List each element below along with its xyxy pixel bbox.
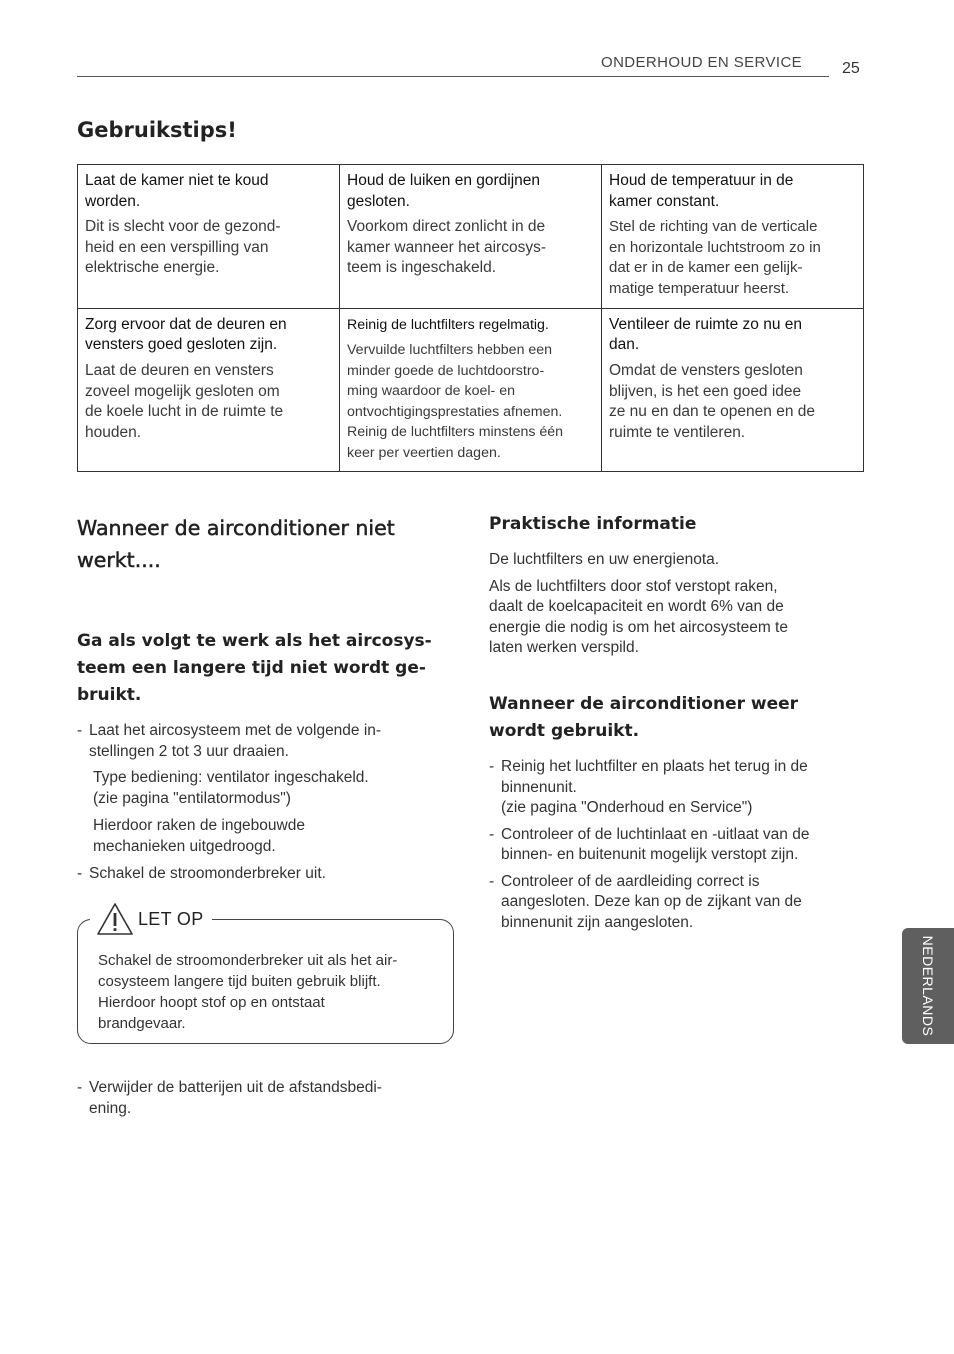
caution-header bbox=[90, 902, 212, 936]
warning-triangle-icon bbox=[96, 902, 134, 936]
header-section-title: ONDERHOUD EN SERVICE bbox=[601, 54, 803, 71]
list-item: - Controleer of de luchtinlaat en -uitlaat van de binnen- en buitenunit mogelijk verstopt zijn. bbox=[489, 825, 810, 863]
tip-cell-curtains bbox=[340, 165, 602, 309]
tip-title: Houd de luiken en gordijnen gesloten. bbox=[347, 172, 541, 210]
tip-cell-cold bbox=[78, 165, 340, 309]
reuse-title: Wanneer de airconditioner weer wordt gebruikt. bbox=[489, 694, 799, 741]
list-item: - Controleer of de aardleiding correct is aangesloten. Deze kan op de zijkant van de binnenunit zijn aangesloten. bbox=[489, 872, 802, 931]
tips-title: Gebruikstips! bbox=[77, 118, 237, 142]
tip-cell-doors bbox=[78, 308, 340, 472]
batteries-step bbox=[77, 1078, 457, 1119]
long-idle-subtitle: Ga als volgt te werk als het aircosys- teem een langere tijd niet wordt ge- bruikt. bbox=[77, 631, 432, 705]
tip-title: Reinig de luchtfilters regelmatig. bbox=[347, 316, 549, 333]
list-item: - Laat het aircosysteem met de volgende in- stellingen 2 tot 3 uur draaien. bbox=[77, 722, 382, 760]
tip-title: Laat de kamer niet te koud worden. bbox=[85, 172, 269, 210]
tip-title: Houd de temperatuur in de kamer constant. bbox=[609, 172, 794, 210]
list-note: Type bediening: ventilator ingeschakeld. (zie pagina "entilatormodus") bbox=[93, 769, 369, 807]
tips-row bbox=[78, 308, 864, 472]
tip-text: Laat de deuren en vensters zoveel mogelijk gesloten om de koele lucht in de ruimte te houden. bbox=[85, 361, 284, 441]
list-item: - Schakel de stroomonderbreker uit. bbox=[77, 865, 326, 882]
language-tab bbox=[902, 928, 954, 1044]
list-item: - Verwijder de batterijen uit de afstandsbedi- ening. bbox=[77, 1079, 382, 1117]
tip-cell-temperature bbox=[602, 165, 864, 309]
practical-info-text: De luchtfilters en uw energienota. Als de luchtfilters door stof verstopt raken, daalt de koelcapaciteit en wordt 6% van de energie die nodig is om het aircosysteem te laten werken verspild. bbox=[489, 551, 788, 656]
tip-text: Dit is slecht voor de gezond- heid en een verspilling van elektrische energie. bbox=[85, 218, 281, 277]
tip-cell-ventilate bbox=[602, 308, 864, 472]
long-idle-steps bbox=[77, 721, 457, 885]
list-note: Hierdoor raken de ingebouwde mechanieken uitgedroogd. bbox=[93, 817, 305, 855]
tip-title: Zorg ervoor dat de deuren en vensters goed gesloten zijn. bbox=[85, 315, 287, 354]
language-tab-label: NEDERLANDS bbox=[920, 935, 936, 1037]
tip-text: Vervuilde luchtfilters hebben een minder goede de luchtdoorstro- ming waardoor de koel- en ontvochtigingsprestaties afnemen. Reinig de luchtfilters minstens één keer per veertien dagen. bbox=[347, 342, 564, 461]
tips-table bbox=[77, 164, 864, 472]
tip-title: Ventileer de ruimte zo nu en dan. bbox=[609, 315, 803, 354]
page-number: 25 bbox=[842, 60, 860, 77]
tip-cell-filters bbox=[340, 308, 602, 472]
practical-info-title: Praktische informatie bbox=[489, 514, 697, 534]
caution-text: Schakel de stroomonderbreker uit als het air- cosysteem langere tijd buiten gebruik blijft. Hierdoor hoopt stof op en ontstaat brandgevaar. bbox=[98, 952, 398, 1032]
tips-row bbox=[78, 165, 864, 309]
list-item: - Reinig het luchtfilter en plaats het terug in de binnenunit. (zie pagina "Onderhoud en Service") bbox=[489, 758, 808, 816]
tip-text: Voorkom direct zonlicht in de kamer wanneer het aircosys- teem is ingeschakeld. bbox=[347, 218, 546, 277]
header-divider bbox=[77, 76, 829, 77]
not-working-title: Wanneer de airconditioner niet werkt.... bbox=[77, 516, 395, 572]
caution-label: LET OP bbox=[138, 908, 204, 929]
tip-text: Stel de richting van de verticale en horizontale luchtstroom zo in dat er in de kamer een gelijk- matige temperatuur heerst. bbox=[609, 218, 821, 298]
reuse-steps bbox=[489, 757, 874, 933]
tip-text: Omdat de vensters gesloten blijven, is het een goed idee ze nu en dan te openen en de ruimte te ventileren. bbox=[609, 361, 815, 441]
